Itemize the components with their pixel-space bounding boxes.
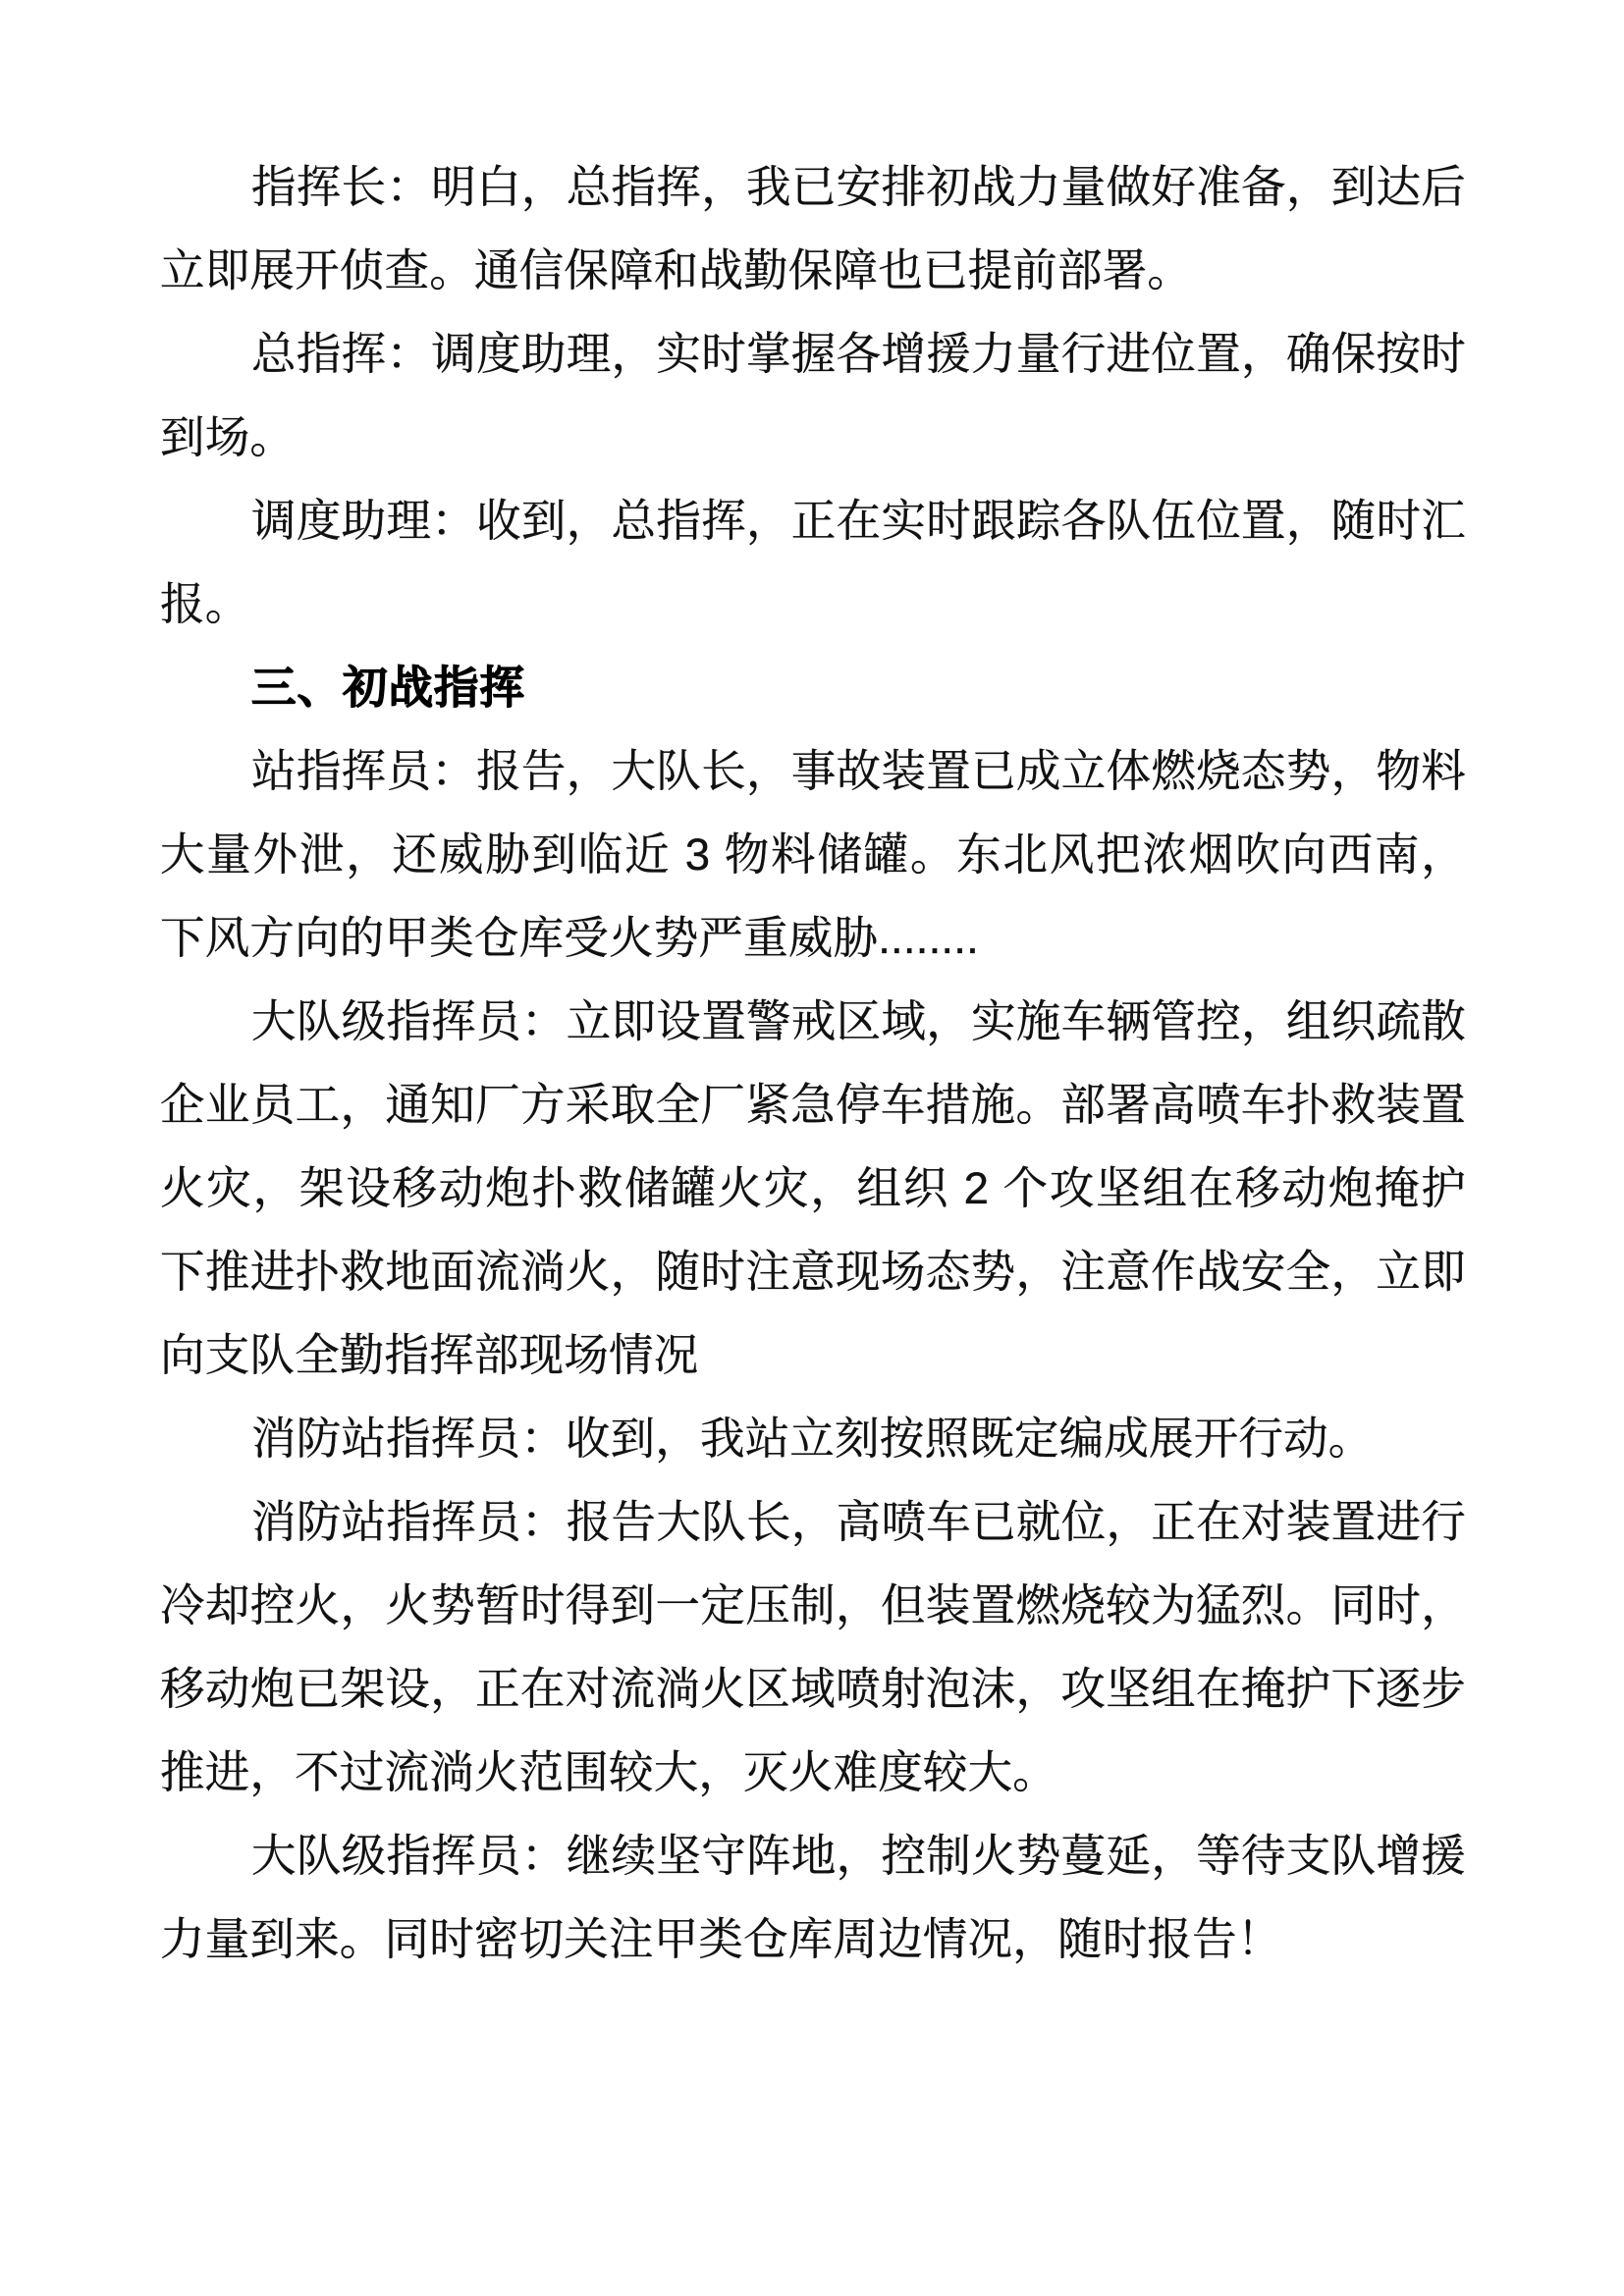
heading-section-three: 三、初战指挥	[251, 663, 526, 713]
paragraph-dispatch-assistant-reply: 调度助理：收到，总指挥，正在实时跟踪各队伍位置，随时汇报。	[160, 496, 1466, 629]
paragraph-fire-station-commander-ack: 消防站指挥员：收到，我站立刻按照既定编成展开行动。	[251, 1414, 1374, 1464]
paragraph-brigade-commander-orders: 大队级指挥员：立即设置警戒区域，实施车辆管控，组织疏散企业员工，通知厂方采取全厂紧急停车措施。部署高喷车扑救装置火灾，架设移动炮扑救储罐火灾，组织 2 个攻坚组在移动炮掩护下推进扑救地面流淌火，随时注意现场态势，注意作战安全，立即向支队全勤指挥部现场情况	[160, 996, 1466, 1380]
document-body	[160, 145, 1466, 1981]
paragraph-brigade-commander-hold: 大队级指挥员：继续坚守阵地，控制火势蔓延，等待支队增援力量到来。同时密切关注甲类仓库周边情况，随时报告！	[160, 1831, 1466, 1964]
paragraph-fire-station-commander-status: 消防站指挥员：报告大队长，高喷车已就位，正在对装置进行冷却控火，火势暂时得到一定压制，但装置燃烧较为猛烈。同时，移动炮已架设，正在对流淌火区域喷射泡沫，攻坚组在掩护下逐步推进，不过流淌火范围较大，灭火难度较大。	[160, 1497, 1466, 1797]
paragraph-commander-reply: 指挥长：明白，总指挥，我已安排初战力量做好准备，到达后立即展开侦查。通信保障和战勤保障也已提前部署。	[160, 162, 1466, 295]
paragraph-chief-commander-dispatch: 总指挥：调度助理，实时掌握各增援力量行进位置，确保按时到场。	[160, 329, 1466, 462]
paragraph-station-commander-report: 站指挥员：报告，大队长，事故装置已成立体燃烧态势，物料大量外泄，还威胁到临近 3 物料储罐。东北风把浓烟吹向西南，下风方向的甲类仓库受火势严重威胁........	[160, 746, 1466, 963]
